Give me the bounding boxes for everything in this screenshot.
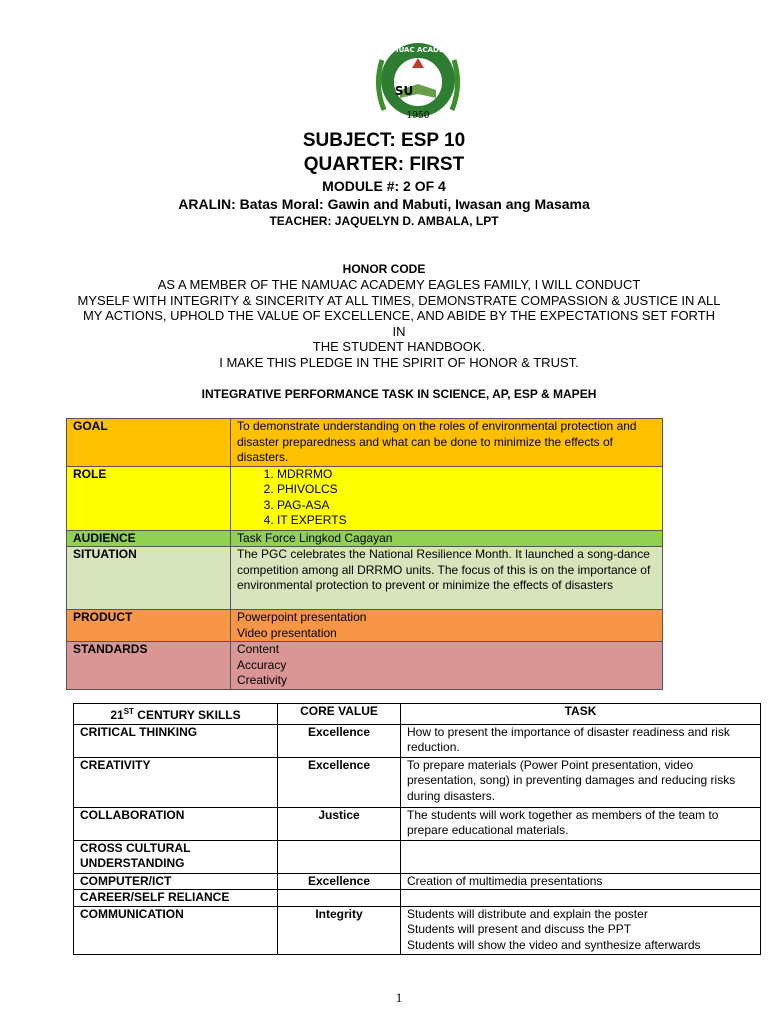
honor-code-line: AS A MEMBER OF THE NAMUAC ACADEMY EAGLES FAMILY, I WILL CONDUCT bbox=[157, 277, 641, 292]
role-list bbox=[237, 467, 656, 529]
school-logo bbox=[372, 40, 464, 126]
task-cell: Creation of multimedia presentations bbox=[401, 873, 761, 890]
core-value-cell: Justice bbox=[278, 807, 401, 840]
core-value-cell: Integrity bbox=[278, 906, 401, 954]
core-value-cell bbox=[278, 840, 401, 873]
standards-line: Content bbox=[237, 642, 280, 656]
grasps-row-situation bbox=[67, 547, 663, 610]
grasps-row-audience bbox=[67, 530, 663, 547]
situation-text: The PGC celebrates the National Resilience Month. It launched a song-dance competition among all DRRMO units. The focus of this is on the importance of environmental protection to prevent or minimize the effects of disasters bbox=[231, 547, 663, 610]
task-cell bbox=[401, 890, 761, 907]
product-cell bbox=[231, 610, 663, 642]
skill-cell: CAREER/SELF RELIANCE bbox=[74, 890, 278, 907]
skill-cell: CROSS CULTURAL UNDERSTANDING bbox=[74, 840, 278, 873]
situation-label: SITUATION bbox=[67, 547, 231, 610]
goal-label: GOAL bbox=[67, 419, 231, 467]
subject-heading: SUBJECT: ESP 10 bbox=[302, 130, 466, 151]
grasps-row-standards bbox=[67, 642, 663, 690]
grasps-row-role bbox=[67, 466, 663, 530]
honor-code-line: I MAKE THIS PLEDGE IN THE SPIRIT OF HONOR & TRUST. bbox=[219, 354, 579, 370]
task-cell: The students will work together as members of the team to prepare educational materials. bbox=[401, 807, 761, 840]
skill-cell: COLLABORATION bbox=[74, 807, 278, 840]
honor-code-line: THE STUDENT HANDBOOK. bbox=[312, 339, 486, 354]
goal-text: To demonstrate understanding on the roles of environmental protection and disaster preparedness and what can be done to minimize the effects of disasters. bbox=[231, 419, 663, 467]
audience-label: AUDIENCE bbox=[67, 530, 231, 547]
task-cell: To prepare materials (Power Point presentation, video presentation, song) in preventing damages and reducing risks during disasters. bbox=[401, 757, 761, 807]
core-value-header: CORE VALUE bbox=[278, 704, 401, 725]
skills-header-sup: ST bbox=[123, 707, 134, 716]
skill-cell: COMMUNICATION bbox=[74, 906, 278, 954]
role-cell bbox=[231, 466, 663, 530]
table-row bbox=[74, 906, 761, 954]
core-value-cell: Excellence bbox=[278, 757, 401, 807]
page-number: 1 bbox=[395, 990, 403, 1005]
table-row bbox=[74, 873, 761, 890]
product-line: Powerpoint presentation bbox=[237, 610, 367, 624]
teacher-heading: TEACHER: JAQUELYN D. AMBALA, LPT bbox=[269, 214, 499, 228]
table-row bbox=[74, 757, 761, 807]
task-cell: Students will distribute and explain the poster Students will present and discuss the PPT Students will show the video and synthesize afterwards bbox=[401, 906, 761, 954]
skill-cell: CRITICAL THINKING bbox=[74, 724, 278, 757]
svg-text:1950: 1950 bbox=[406, 111, 430, 121]
task-title: INTEGRATIVE PERFORMANCE TASK IN SCIENCE, AP, ESP & MAPEH bbox=[201, 387, 597, 401]
task-cell bbox=[401, 840, 761, 873]
role-label: ROLE bbox=[67, 466, 231, 530]
product-line: Video presentation bbox=[237, 625, 337, 640]
skill-cell: CREATIVITY bbox=[74, 757, 278, 807]
table-row bbox=[74, 890, 761, 907]
honor-code-text bbox=[75, 277, 723, 370]
module-heading: MODULE #: 2 OF 4 bbox=[322, 178, 446, 194]
standards-cell bbox=[231, 642, 663, 690]
standards-line: Accuracy bbox=[237, 657, 287, 672]
skills-header-num: 21 bbox=[110, 708, 124, 722]
honor-code-line: MYSELF WITH INTEGRITY & SINCERITY AT ALL TIMES, DEMONSTRATE COMPASSION & JUSTICE IN ALL bbox=[77, 292, 721, 308]
svg-text:NAMUAC ACADEMY: NAMUAC ACADEMY bbox=[380, 46, 456, 54]
role-item: 4. IT EXPERTS bbox=[277, 513, 656, 529]
core-value-cell bbox=[278, 890, 401, 907]
aralin-heading: ARALIN: Batas Moral: Gawin and Mabuti, Iwasan ang Masama bbox=[178, 196, 590, 212]
task-cell: How to present the importance of disaster readiness and risk reduction. bbox=[401, 724, 761, 757]
standards-line: Creativity bbox=[237, 673, 288, 687]
table-row bbox=[74, 840, 761, 873]
grasps-table bbox=[66, 418, 663, 690]
product-label: PRODUCT bbox=[67, 610, 231, 642]
skills-header bbox=[74, 704, 278, 725]
table-row bbox=[74, 807, 761, 840]
grasps-row-product bbox=[67, 610, 663, 642]
role-item: 3. PAG-ASA bbox=[277, 498, 656, 514]
skills-table bbox=[73, 703, 761, 955]
svg-text:SU: SU bbox=[394, 84, 414, 98]
audience-text: Task Force Lingkod Cagayan bbox=[231, 530, 663, 547]
core-value-cell: Excellence bbox=[278, 724, 401, 757]
skills-header-text: CENTURY SKILLS bbox=[133, 708, 241, 722]
standards-label: STANDARDS bbox=[67, 642, 231, 690]
grasps-row-goal bbox=[67, 419, 663, 467]
role-item: 2. PHIVOLCS bbox=[277, 482, 656, 498]
skills-header-row bbox=[74, 704, 761, 725]
honor-code-title: HONOR CODE bbox=[342, 262, 426, 276]
honor-code-line: MY ACTIONS, UPHOLD THE VALUE OF EXCELLENCE, AND ABIDE BY THE EXPECTATIONS SET FORTH IN bbox=[82, 308, 716, 339]
task-header: TASK bbox=[401, 704, 761, 725]
quarter-heading: QUARTER: FIRST bbox=[303, 154, 465, 175]
skill-cell: COMPUTER/ICT bbox=[74, 873, 278, 890]
role-item: 1. MDRRMO bbox=[277, 467, 656, 483]
core-value-cell: Excellence bbox=[278, 873, 401, 890]
table-row bbox=[74, 724, 761, 757]
